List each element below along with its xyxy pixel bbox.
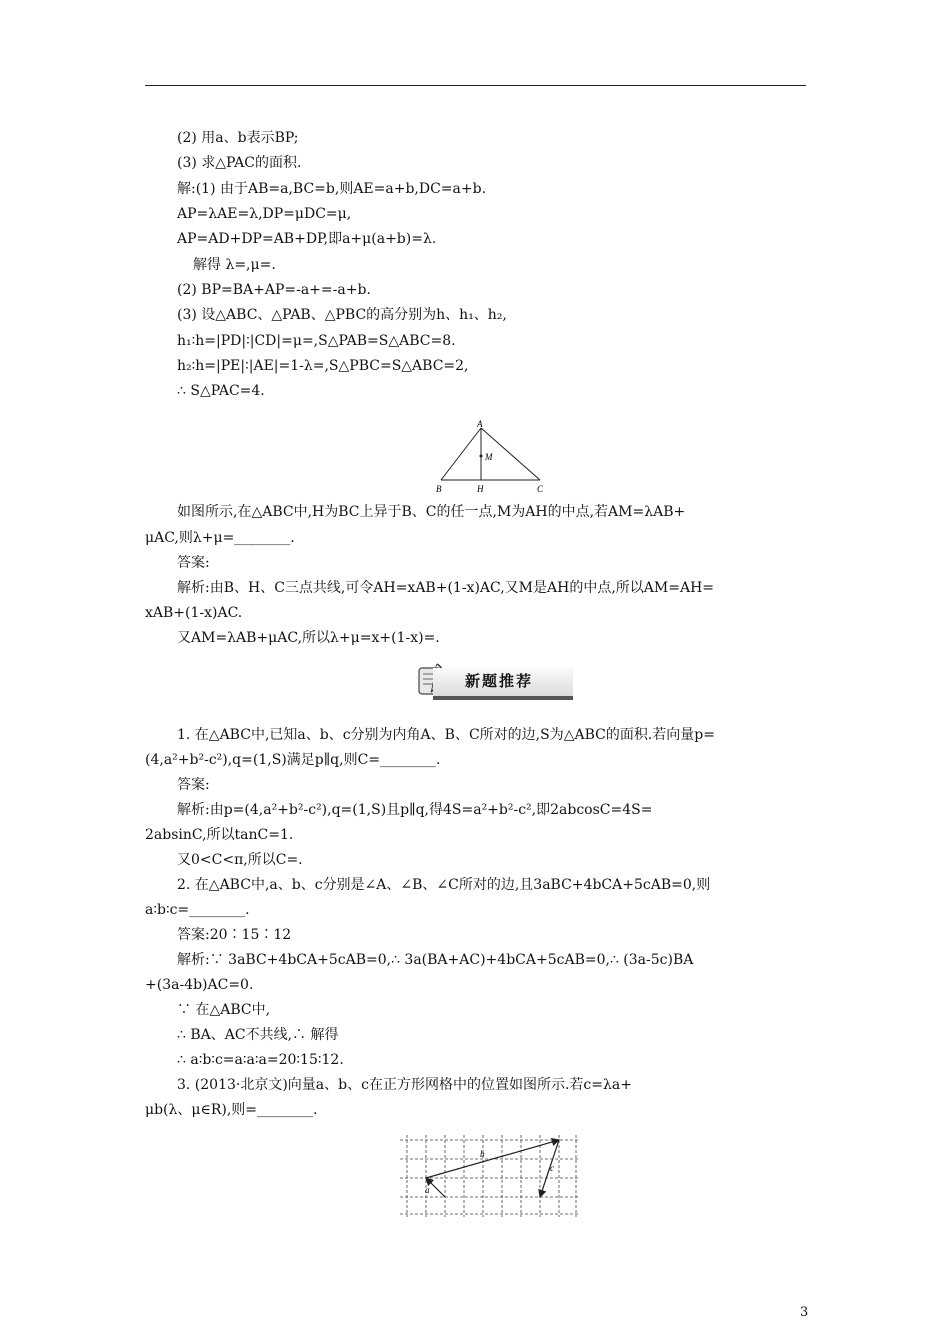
header-rule <box>145 85 806 86</box>
text-line: 答案: <box>177 777 210 793</box>
text-line: 3. (2013·北京文)向量a、b、c在正方形网格中的位置如图所示.若c=λa+ <box>177 1077 632 1093</box>
text-line: ∴ S△PAC=4. <box>177 383 265 399</box>
section-banner <box>413 660 575 702</box>
text-line: xAB+(1-x)AC. <box>145 605 243 621</box>
text-line: 解析:由p=(4,a²+b²-c²),q=(1,S)且p∥q,得4S=a²+b²-c²,即2abcosC=4S= <box>177 802 653 818</box>
text-line: 2absinC,所以tanC=1. <box>145 827 294 843</box>
text-line: (4,a²+b²-c²),q=(1,S)满足p∥q,则C=________. <box>145 752 441 768</box>
edge-ab <box>441 428 481 480</box>
text-line: 如图所示,在△ABC中,H为BC上异于B、C的任一点,M为AH的中点,若AM=λAB+ <box>177 504 686 520</box>
label-b: B <box>436 484 442 494</box>
label-vec-c: c <box>550 1163 554 1173</box>
label-h: H <box>477 484 484 494</box>
text-line: +(3a-4b)AC=0. <box>145 977 254 993</box>
page-number: 3 <box>800 1305 809 1320</box>
text-line: 解析:由B、H、C三点共线,可令AH=xAB+(1-x)AC,又M是AH的中点,所以AM=AH= <box>177 580 715 596</box>
text-line: 1. 在△ABC中,已知a、b、c分别为内角A、B、C所对的边,S为△ABC的面积.若向量p= <box>177 727 715 743</box>
banner-title: 新题推荐 <box>465 672 534 690</box>
text-line: ∴ a∶b∶c=a∶a∶a=20∶15∶12. <box>177 1052 344 1068</box>
text-line: (3) 求△PAC的面积. <box>177 155 302 171</box>
text-line: (2) 用a、b表示BP; <box>177 130 299 146</box>
text-line: AP=λAE=λ,DP=μDC=μ, <box>177 206 352 222</box>
label-c: C <box>537 484 544 494</box>
text-line: 答案: <box>177 555 210 571</box>
label-a: A <box>477 419 483 429</box>
triangle-figure <box>430 418 560 500</box>
vector-grid-figure <box>400 1135 580 1217</box>
text-line: μb(λ、μ∈R),则=________. <box>145 1102 318 1118</box>
text-line: 2. 在△ABC中,a、b、c分别是∠A、∠B、∠C所对的边,且3aBC+4bCA+5cAB=0,则 <box>177 877 711 893</box>
text-line: 又AM=λAB+μAC,所以λ+μ=x+(1-x)=. <box>177 630 440 646</box>
text-line: 解析:∵ 3aBC+4bCA+5cAB=0,∴ 3a(BA+AC)+4bCA+5cAB=0,∴ (3a-5c)BA <box>177 952 694 968</box>
text-line: 解:(1) 由于AB=a,BC=b,则AE=a+b,DC=a+b. <box>177 181 487 197</box>
text-line: 答案:20∶15∶12 <box>177 927 292 943</box>
text-line: (3) 设△ABC、△PAB、△PBC的高分别为h、h₁、h₂, <box>177 307 507 323</box>
label-vec-a: a <box>425 1185 430 1195</box>
text-line: h₁∶h=|PD|∶|CD|=μ=,S△PAB=S△ABC=8. <box>177 333 456 349</box>
text-line: a∶b∶c=________. <box>145 902 250 918</box>
text-line: 又0<C<π,所以C=. <box>177 852 303 868</box>
text-line: μAC,则λ+μ=________. <box>145 530 295 546</box>
label-m: M <box>485 452 493 462</box>
text-line: AP=AD+DP=AB+DP,即a+μ(a+b)=λ. <box>177 231 437 247</box>
point-m <box>480 455 483 458</box>
grid-lines <box>400 1135 580 1217</box>
text-line: (2) BP=BA+AP=-a+=-a+b. <box>177 282 371 298</box>
text-line: ∴ BA、AC不共线,∴ 解得 <box>177 1027 339 1043</box>
text-line: 解得 λ=,μ=. <box>193 257 276 273</box>
label-vec-b: b <box>480 1149 485 1159</box>
text-line: ∵ 在△ABC中, <box>177 1002 271 1018</box>
text-line: h₂∶h=|PE|∶|AE|=1-λ=,S△PBC=S△ABC=2, <box>177 358 469 374</box>
